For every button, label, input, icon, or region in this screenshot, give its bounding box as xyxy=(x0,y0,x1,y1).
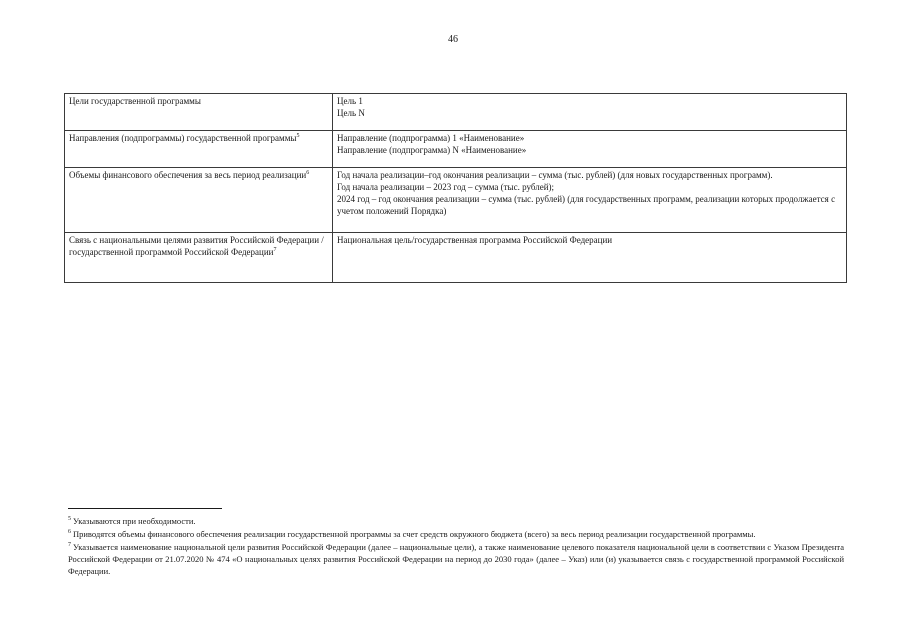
goal-line: Цель 1 xyxy=(337,96,363,106)
row-value-cell xyxy=(333,131,847,168)
row-label-cell xyxy=(65,94,333,131)
row-value-cell xyxy=(333,168,847,233)
row-value-cell xyxy=(333,94,847,131)
footnote-reference: 7 xyxy=(273,247,277,253)
footnotes xyxy=(68,515,844,578)
row-label-cell xyxy=(65,131,333,168)
footnote xyxy=(68,515,844,527)
footnote-reference: 6 xyxy=(306,170,310,176)
footnote-text: Указывается наименование национальной цели развития Российской Федерации (далее – национальные цели), а также наименование целевого показателя национальной цели в соответствии с Указом Президента Российской Федерации от 21.07.2020 № 474 «О национальных целях развития Российской Федерации на период до 2030 года» (далее – Указ) или (и) указывается связь с государственной программой Российской Федерации. xyxy=(68,542,844,576)
table-row-financing xyxy=(65,168,847,233)
financing-line: Год начала реализации – 2023 год – сумма (тыс. рублей); xyxy=(337,182,555,192)
footnote-separator xyxy=(68,508,222,509)
table-row-directions xyxy=(65,131,847,168)
goal-line: Цель N xyxy=(337,108,365,118)
table-row-national-goals xyxy=(65,233,847,283)
footnote-text: Приводятся объемы финансового обеспечения реализации государственной программы за счет средств окружного бюджета (всего) за весь период реализации государственной программы. xyxy=(73,529,756,539)
table-row-goals xyxy=(65,94,847,131)
passport-table xyxy=(64,93,847,283)
row-label-cell xyxy=(65,233,333,283)
row-label: Объемы финансового обеспечения за весь период реализации xyxy=(69,170,307,180)
footnote xyxy=(68,528,844,540)
row-label-cell xyxy=(65,168,333,233)
financing-line: 2024 год – год окончания реализации – сумма (тыс. рублей) (для государственных программ, реализации которых продолжается с учетом положений Порядка) xyxy=(337,194,836,216)
row-label: Цели государственной программы xyxy=(69,96,201,106)
footnote-mark: 7 xyxy=(68,542,71,549)
footnote-reference: 5 xyxy=(296,133,300,139)
footnote xyxy=(68,541,844,577)
footnote-mark: 5 xyxy=(68,516,71,523)
row-value-cell xyxy=(333,233,847,283)
row-label: Направления (подпрограммы) государственной программы xyxy=(69,133,297,143)
page-number: 46 xyxy=(448,34,458,45)
financing-line: Год начала реализации–год окончания реализации – сумма (тыс. рублей) (для новых государственных программ). xyxy=(337,170,773,180)
footnote-mark: 6 xyxy=(68,529,71,536)
direction-line: Направление (подпрограмма) N «Наименование» xyxy=(337,145,527,155)
national-goal-line: Национальная цель/государственная программа Российской Федерации xyxy=(337,235,613,245)
footnote-text: Указываются при необходимости. xyxy=(73,516,196,526)
direction-line: Направление (подпрограмма) 1 «Наименование» xyxy=(337,133,525,143)
row-label: Связь с национальными целями развития Российской Федерации / государственной программой Российской Федерации xyxy=(69,235,324,257)
